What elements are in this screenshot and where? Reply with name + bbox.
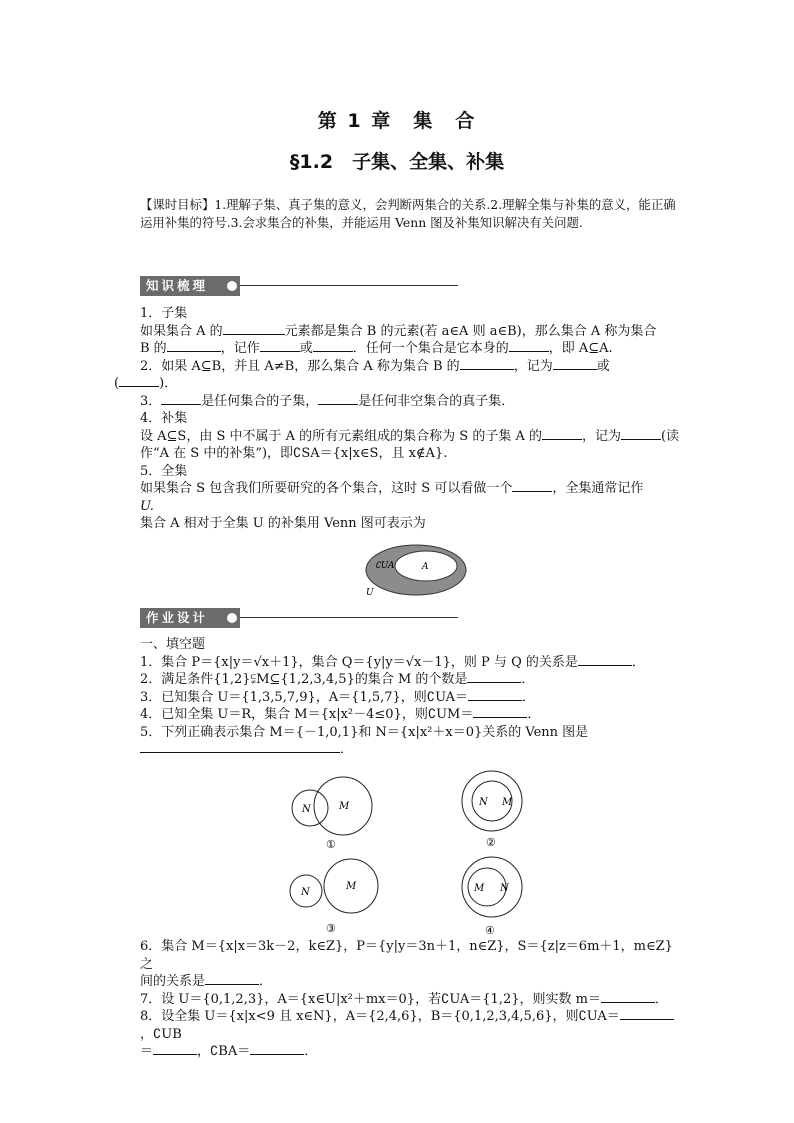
item4-title: 4．补集 [140,411,188,426]
complement-venn-diagram [360,542,470,600]
item3: 3． 是任何集合的子集， 是任何非空集合的真子集． [140,393,515,409]
knowledge-banner-label: 知识梳理 [140,276,240,296]
answer-blank[interactable] [313,340,353,352]
complement-label: ∁UA [375,561,395,571]
question-6-line1: 6．集合 M＝{x|x＝3k－2，k∈Z}，P＝{y|y＝3n＋1，n∈Z}，S＝{z|z＝6m＋1，m∈Z}之 [140,939,673,972]
set-n-label: N [301,887,310,898]
set-m-label: M [346,881,357,892]
answer-blank[interactable] [250,1043,304,1055]
figure-4-number: ④ [485,924,495,936]
item2-line2: ( )． [114,376,178,391]
set-m-label: M [502,797,513,808]
lesson-objectives [140,196,680,231]
item1-line2: B 的 ，记作 或 ．任何一个集合是它本身的 ，即 A⊆A. [140,341,613,356]
homework-section [140,636,680,759]
item5-line3: 集合 A 相对于全集 U 的补集用 Venn 图可表示为 [140,516,426,531]
answer-blank[interactable] [601,991,655,1003]
answer-blank[interactable] [119,375,159,387]
homework-banner [140,608,458,628]
question-6-line2: 间的关系是 ． [140,974,273,989]
question-1: 1．集合 P＝{x|y＝√x＋1}，集合 Q＝{y|y＝√x－1}，则 P 与 Q 的关系是 ． [140,654,645,670]
item4-line1: 设 A⊆S，由 S 中不属于 A 的所有元素组成的集合称为 S 的子集 A 的 ，记为 (读 [140,428,680,444]
chapter-title: 第 1 章 集 合 [317,110,477,132]
question-8-line2: ＝ ，∁BA＝ ． [140,1044,318,1059]
objectives-text: 1.理解子集、真子集的意义，会判断两集合的关系.2.理解全集与补集的意义，能正确运用补集的符号.3.会求集合的补集，并能运用 Venn 图及补集知识解决有关问题. [140,197,676,230]
set-n-label: N [500,883,509,894]
question-2: 2．满足条件{1,2}⫋M⊆{1,2,3,4,5}的集合 M 的个数是 ． [140,672,535,687]
question-7: 7．设 U＝{0,1,2,3}，A＝{x∈U|x²＋mx＝0}，若∁UA＝{1,2}，则实数 m＝ ． [140,991,668,1007]
part-title: 一、填空题 [140,637,206,652]
item5-line2: U. [140,498,154,514]
set-n-label: N [479,797,488,808]
item1-title: 1．子集 [140,306,188,321]
question-3: 3．已知集合 U＝{1,3,5,7,9}，A＝{1,5,7}，则∁UA＝ ． [140,689,536,705]
set-n-circle [462,857,522,917]
answer-blank[interactable] [460,358,514,370]
answer-blank[interactable] [205,973,259,985]
set-m-label: M [474,883,485,894]
answer-blank[interactable] [468,689,522,701]
venn-figure-1 [290,772,390,852]
answer-blank[interactable] [223,323,285,335]
banner-rule [240,617,458,618]
answer-blank[interactable] [140,741,340,753]
knowledge-banner [140,276,458,296]
question-5-answer: ． [140,741,680,759]
figure-2-number: ② [486,836,496,848]
venn-figure-3 [288,856,388,936]
figure-1-number: ① [326,838,336,851]
answer-blank[interactable] [509,340,549,352]
answer-blank[interactable] [153,1043,197,1055]
question-5: 5．下列正确表示集合 M＝{－1,0,1}和 N＝{x|x²＋x＝0}关系的 Venn 图是 [140,724,589,740]
answer-blank[interactable] [578,654,632,666]
set-m-circle [462,771,522,831]
answer-blank[interactable] [542,428,582,440]
venn-figure-4 [453,852,533,936]
set-a-label: A [422,562,429,572]
answer-blank[interactable] [167,340,221,352]
section-title: §1.2 子集、全集、补集 [289,151,505,173]
item2-line1: 2．如果 A⊆B，并且 A≠B，那么集合 A 称为集合 B 的 ，记为 或 [140,358,610,374]
answer-blank[interactable] [512,480,552,492]
objectives-label: 【课时目标】 [140,197,215,212]
knowledge-section [114,305,680,533]
banner-rule [240,285,458,286]
answer-blank[interactable] [161,393,201,405]
answer-blank[interactable] [467,671,521,683]
item5-line1: 如果集合 S 包含我们所要研究的各个集合，这时 S 可以看做一个 ，全集通常记作 [140,481,644,496]
homework-banner-label: 作业设计 [140,608,240,628]
answer-blank[interactable] [553,358,597,370]
item5-title: 5．全集 [140,463,188,479]
question-4: 4．已知全集 U＝R，集合 M＝{x|x²－4≤0}，则∁UM＝ ． [140,707,541,722]
question-8-line1: 8．设全集 U＝{x|x<9 且 x∈N}，A＝{2,4,6}，B＝{0,1,2,3,4,5,6}，则∁UA＝，∁UB [140,1008,680,1043]
item1-line1: 如果集合 A 的 元素都是集合 B 的元素(若 a∈A 则 a∈B)，那么集合 A 称为集合 [140,323,657,339]
item4-line2: 作“A 在 S 中的补集”)，即∁SA＝{x|x∈S，且 x∉A}. [140,446,448,461]
universe-label: U [366,588,374,598]
figure-3-number: ③ [326,922,336,935]
answer-blank[interactable] [260,340,300,352]
banner-dot-icon [227,281,237,291]
banner-dot-icon [227,613,237,623]
answer-blank[interactable] [621,428,661,440]
set-n-label: N [302,804,311,815]
set-m-label: M [339,801,350,812]
venn-figure-2 [456,768,536,848]
answer-blank[interactable] [620,1008,674,1020]
homework-section-continued [140,938,680,1061]
answer-blank[interactable] [318,393,358,405]
answer-blank[interactable] [473,706,527,718]
